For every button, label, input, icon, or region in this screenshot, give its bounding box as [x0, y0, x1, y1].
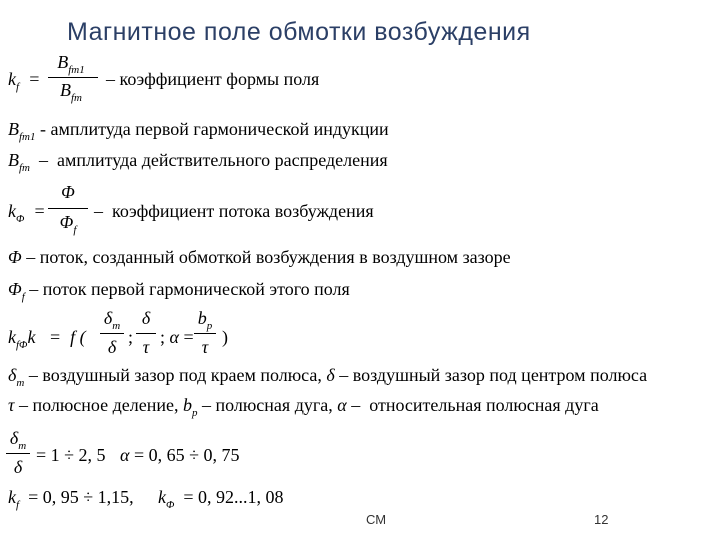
kf-numerator: $B_{fm1}$: [57, 52, 85, 76]
ratio-value: = 1 ÷ 2, 5: [36, 445, 106, 465]
kphi-symbol: $k_\Phi$ =: [8, 201, 46, 225]
bfm-line: $B_{fm}$ – амплитуда действительного распределения: [8, 150, 388, 174]
dm-numerator: $\delta_m$: [103, 308, 121, 332]
bfm1-line: $B_{fm1}$ - амплитуда первой гармонической индукции: [8, 119, 389, 143]
dt-numerator: δ: [141, 308, 151, 328]
close-paren: ): [222, 327, 228, 347]
semicolon-1: ;: [128, 327, 134, 347]
dm-bar: [100, 333, 124, 334]
slide-title: Магнитное поле обмотки возбуждения: [67, 18, 531, 46]
kphi-denominator: $\Phi_f$: [59, 212, 77, 236]
bp-denominator: τ: [201, 337, 209, 357]
kf-symbol: $k_f$ =: [8, 69, 41, 93]
ratio-numerator: $\delta_m$: [9, 428, 27, 452]
tau-line: τ – полюсное деление, $b_p$ – полюсная дуга, α – относительная полюсная дуга: [8, 395, 599, 419]
function-lhs: $k_{f\Phi}k = f$ (: [8, 327, 86, 351]
footer-author: СМ: [366, 512, 387, 527]
kphi-numerator: Φ: [61, 182, 75, 202]
footer-page-number: 12: [594, 512, 609, 527]
kphi-fraction-bar: [48, 208, 88, 209]
dt-denominator: τ: [142, 337, 150, 357]
alpha-value-line: α = 0, 65 ÷ 0, 75: [120, 445, 240, 465]
dm-denominator: δ: [107, 337, 117, 357]
kf-fraction-bar: [48, 77, 98, 78]
ratio-bar: [6, 453, 30, 454]
alpha-eq: ; α =: [160, 327, 194, 347]
kphi-definition: – коэффициент потока возбуждения: [94, 201, 374, 221]
bp-bar: [194, 333, 216, 334]
bp-numerator: $b_p$: [197, 308, 213, 332]
kf-denominator: $B_{fm}$: [60, 80, 82, 104]
kf-definition: – коэффициент формы поля: [106, 69, 320, 89]
ratio-denominator: δ: [13, 457, 23, 477]
phif-line: $\Phi_f$ – поток первой гармонической этого поля: [8, 279, 350, 303]
kf-value-line: $k_f = 0$, 95 ÷ 1,15,: [8, 487, 134, 511]
delta-line: $\delta_m$ – воздушный зазор под краем полюса, δ – воздушный зазор под центром полюса: [8, 365, 648, 389]
dt-bar: [136, 333, 156, 334]
kphi-value-line: $k_\Phi = 0$, 92...1, 08: [158, 487, 284, 511]
phi-line: Φ – поток, созданный обмоткой возбуждения в воздушном зазоре: [8, 247, 511, 267]
